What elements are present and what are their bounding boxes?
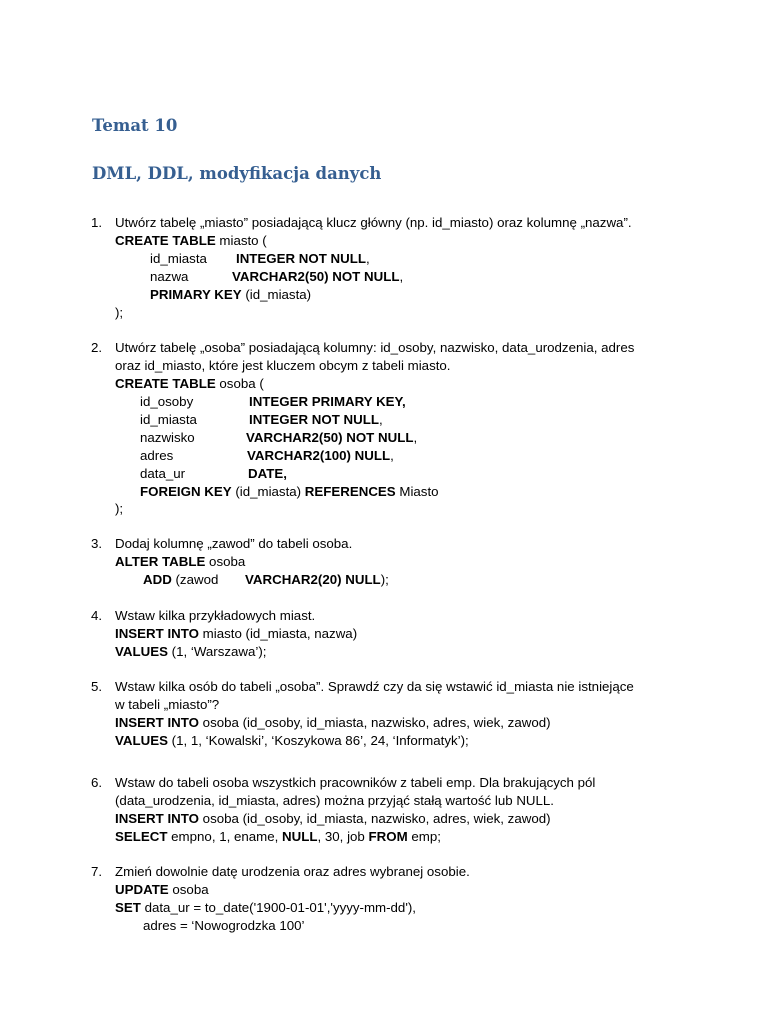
- text-segment: id_miasta: [150, 251, 207, 266]
- task-line: [249, 411, 383, 429]
- sql-keyword: CREATE TABLE: [115, 376, 216, 391]
- task-line: [246, 429, 417, 447]
- sql-keyword: SELECT: [115, 829, 168, 844]
- task-number: 6.: [91, 775, 103, 790]
- text-segment: miasto (id_miasta, nazwa): [198, 626, 358, 641]
- text-segment: ,: [390, 448, 394, 463]
- task-line: [115, 339, 634, 357]
- task-line: [140, 465, 185, 483]
- task-line: [247, 447, 394, 465]
- task-line: [115, 553, 245, 571]
- task-line: [115, 792, 554, 810]
- task-line: [115, 375, 264, 393]
- text-segment: (1, ‘Warszawa’);: [167, 644, 267, 659]
- sql-keyword: VARCHAR2(100) NULL: [247, 448, 391, 463]
- text-segment: (id_miasta): [231, 484, 305, 499]
- text-segment: nazwa: [150, 269, 189, 284]
- task-line: [249, 393, 406, 411]
- task-line: [140, 483, 439, 501]
- text-segment: Dodaj kolumnę „zawod” do tabeli osoba.: [115, 536, 353, 551]
- sql-keyword: ADD: [143, 572, 172, 587]
- task-line: [150, 268, 188, 286]
- text-segment: data_ur: [140, 466, 186, 481]
- sql-keyword: CREATE TABLE: [115, 233, 216, 248]
- task-line: [115, 214, 632, 232]
- text-segment: empno, 1, ename,: [167, 829, 283, 844]
- text-segment: w tabeli „miasto”?: [115, 697, 220, 712]
- sql-keyword: PRIMARY KEY: [150, 287, 242, 302]
- text-segment: );: [115, 305, 124, 320]
- task-line: [150, 250, 207, 268]
- sql-keyword: VARCHAR2(20) NULL: [245, 572, 381, 587]
- text-segment: osoba: [205, 554, 246, 569]
- text-segment: id_osoby: [140, 394, 194, 409]
- sql-keyword: UPDATE: [115, 882, 169, 897]
- sql-keyword: FROM: [368, 829, 408, 844]
- task-line: [150, 286, 311, 304]
- sql-keyword: REFERENCES: [304, 484, 396, 499]
- task-number: 4.: [91, 608, 103, 623]
- text-segment: id_miasta: [140, 412, 197, 427]
- task-number: 3.: [91, 536, 103, 551]
- task-line: [115, 678, 634, 696]
- page-title: Temat 10: [92, 116, 178, 135]
- task-number: 2.: [91, 340, 103, 355]
- text-segment: (data_urodzenia, id_miasta, adres) można przyjąć stałą wartość lub NULL.: [115, 793, 555, 808]
- task-number: 1.: [91, 215, 103, 230]
- task-line: [115, 232, 267, 250]
- text-segment: ,: [399, 269, 404, 284]
- text-segment: ,: [413, 430, 418, 445]
- section-title: DML, DDL, modyfikacja danych: [92, 164, 382, 183]
- task-line: [115, 828, 441, 846]
- sql-keyword: INTEGER PRIMARY KEY,: [249, 394, 406, 409]
- text-segment: Utwórz tabelę „osoba” posiadającą kolumny: id_osoby, nazwisko, data_urodzenia, adres: [115, 340, 635, 355]
- task-line: [143, 571, 218, 589]
- task-line: [115, 732, 469, 750]
- task-line: [115, 500, 123, 518]
- sql-keyword: VALUES: [115, 733, 168, 748]
- text-segment: );: [380, 572, 389, 587]
- task-line: [140, 447, 173, 465]
- task-line: [115, 881, 209, 899]
- text-segment: adres = ‘Nowogrodzka 100’: [143, 918, 305, 933]
- task-line: [115, 607, 315, 625]
- sql-keyword: INTEGER NOT NULL: [236, 251, 367, 266]
- text-segment: osoba: [168, 882, 209, 897]
- task-line: [115, 863, 470, 881]
- text-segment: Wstaw do tabeli osoba wszystkich pracowników z tabeli emp. Dla brakujących pól: [115, 775, 596, 790]
- sql-keyword: INSERT INTO: [115, 811, 199, 826]
- text-segment: Wstaw kilka osób do tabeli „osoba”. Sprawdź czy da się wstawić id_miasta nie istniejące: [115, 679, 634, 694]
- sql-keyword: INSERT INTO: [115, 626, 199, 641]
- text-segment: adres: [140, 448, 174, 463]
- sql-keyword: DATE,: [248, 466, 287, 481]
- sql-keyword: SET: [115, 900, 141, 915]
- text-segment: oraz id_miasto, które jest kluczem obcym z tabeli miasto.: [115, 358, 451, 373]
- text-segment: osoba (id_osoby, id_miasta, nazwisko, adres, wiek, zawod): [198, 811, 551, 826]
- task-line: [140, 429, 195, 447]
- task-line: [143, 917, 305, 935]
- task-line: [232, 268, 403, 286]
- task-line: [236, 250, 370, 268]
- task-line: [140, 411, 197, 429]
- sql-keyword: INTEGER NOT NULL: [249, 412, 380, 427]
- text-segment: nazwisko: [140, 430, 195, 445]
- task-line: [115, 535, 352, 553]
- text-segment: miasto (: [215, 233, 267, 248]
- text-segment: ,: [379, 412, 383, 427]
- task-line: [115, 625, 357, 643]
- sql-keyword: INSERT INTO: [115, 715, 199, 730]
- text-segment: emp;: [407, 829, 441, 844]
- task-line: [248, 465, 287, 483]
- text-segment: Utwórz tabelę „miasto” posiadającą klucz główny (np. id_miasto) oraz kolumnę „nazwa”.: [115, 215, 632, 230]
- task-line: [115, 714, 551, 732]
- task-line: [245, 571, 389, 589]
- sql-keyword: NULL: [282, 829, 318, 844]
- text-segment: Wstaw kilka przykładowych miast.: [115, 608, 316, 623]
- text-segment: osoba (: [215, 376, 264, 391]
- task-line: [115, 643, 266, 661]
- task-line: [115, 774, 595, 792]
- text-segment: );: [115, 501, 124, 516]
- sql-keyword: VALUES: [115, 644, 168, 659]
- text-segment: Zmień dowolnie datę urodzenia oraz adres wybranej osobie.: [115, 864, 470, 879]
- text-segment: data_ur = to_date('1900-01-01','yyyy-mm-dd'),: [140, 900, 416, 915]
- text-segment: osoba (id_osoby, id_miasta, nazwisko, adres, wiek, zawod): [198, 715, 551, 730]
- text-segment: (id_miasta): [241, 287, 312, 302]
- text-segment: ,: [366, 251, 370, 266]
- sql-keyword: ALTER TABLE: [115, 554, 206, 569]
- task-line: [115, 899, 416, 917]
- text-segment: (zawod: [171, 572, 219, 587]
- text-segment: , 30, job: [317, 829, 369, 844]
- text-segment: Miasto: [395, 484, 439, 499]
- task-number: 5.: [91, 679, 103, 694]
- task-line: [140, 393, 193, 411]
- task-line: [115, 810, 551, 828]
- task-line: [115, 696, 219, 714]
- task-line: [115, 357, 451, 375]
- sql-keyword: VARCHAR2(50) NOT NULL: [232, 269, 400, 284]
- sql-keyword: VARCHAR2(50) NOT NULL: [246, 430, 414, 445]
- task-line: [115, 304, 123, 322]
- task-number: 7.: [91, 864, 103, 879]
- sql-keyword: FOREIGN KEY: [140, 484, 232, 499]
- text-segment: (1, 1, ‘Kowalski’, ‘Koszykowa 86’, 24, ‘Informatyk’);: [167, 733, 469, 748]
